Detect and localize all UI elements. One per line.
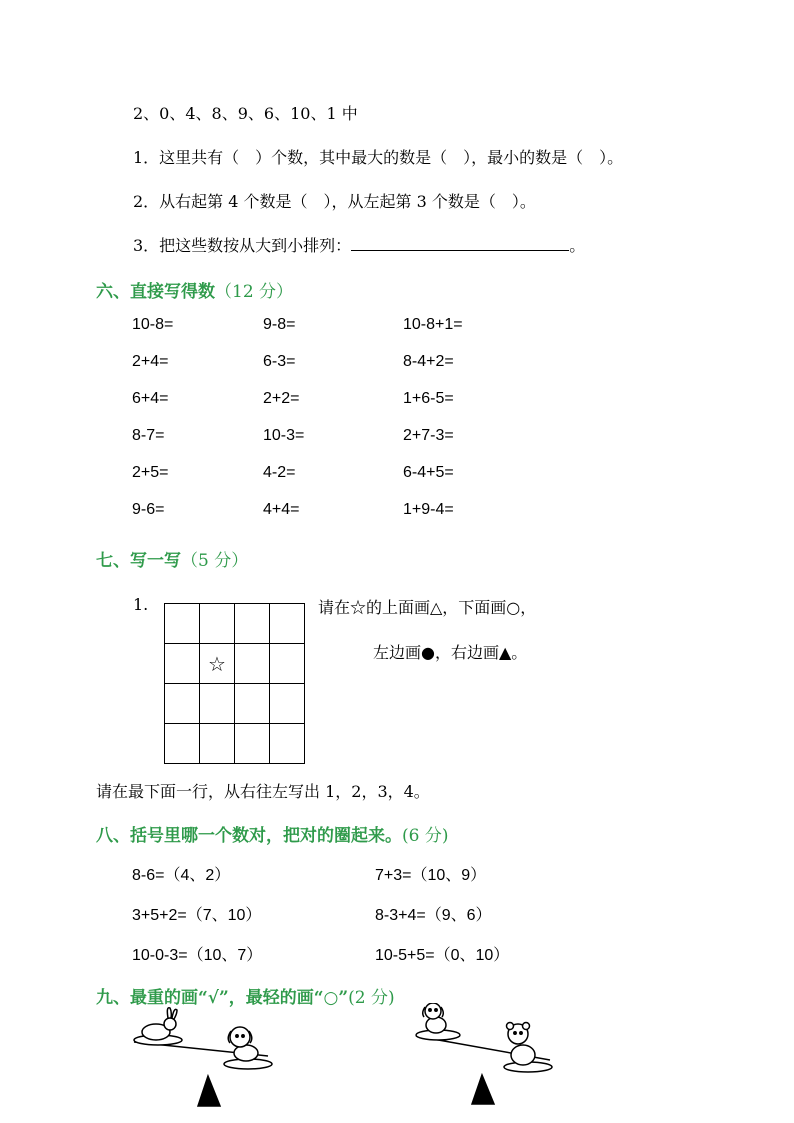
calc-item: 1+6-5= [403,390,454,407]
section-7-points: （5 分） [181,551,249,571]
section-9-title: 九、最重的画“√”，最轻的画“○” [96,988,349,1008]
grid-cell[interactable] [235,604,270,644]
calc-item: 8-4+2= [403,353,454,370]
choice-item: 10-5+5=（0、10） [375,947,510,964]
calc-item: 6+4= [132,390,169,407]
grid-cell[interactable] [200,724,235,764]
grid-cell[interactable] [270,644,305,684]
balance-scale-left [128,1006,288,1118]
calc-item: 1+9-4= [403,501,454,518]
item-number: 1. [133,595,149,614]
calc-item: 2+5= [132,464,169,481]
grid-cell[interactable] [235,684,270,724]
drawing-grid [164,603,305,764]
grid-cell[interactable] [235,644,270,684]
section-9-heading [96,983,395,1008]
calc-item: 10-8= [132,316,174,333]
calc-item: 6-4+5= [403,464,454,481]
grid-cell[interactable] [270,724,305,764]
choice-item: 10-0-3=（10、7） [132,947,263,964]
dog-icon [228,1027,258,1061]
section-8-points: (6 分) [402,826,449,846]
section-6-heading [96,277,293,302]
section-8-title: 八、括号里哪一个数对，把对的圈起来。 [96,826,402,846]
grid-cell[interactable] [200,604,235,644]
choice-item: 7+3=（10、9） [375,867,487,884]
grid-cell[interactable] [165,644,200,684]
section-6-points: （12 分） [215,282,294,302]
number-list-intro: 2、0、4、8、9、6、10、1 中 [133,104,358,123]
calc-item: 9-6= [132,501,165,518]
section-6-title: 六、直接写得数 [96,282,215,302]
calc-item: 6-3= [263,353,296,370]
dog-icon [423,1003,446,1033]
bear-icon [507,1023,536,1066]
section-8-heading [96,821,448,846]
grid-cell[interactable] [270,684,305,724]
calc-item: 10-8+1= [403,316,463,333]
question-3-end: 。 [569,236,586,255]
choice-item: 3+5+2=（7、10） [132,907,262,924]
grid-cell[interactable] [165,724,200,764]
question-1: 1．这里共有（ ）个数，其中最大的数是（ ），最小的数是（ ）。 [133,148,624,167]
star-cell[interactable] [200,644,235,684]
calc-item: 4+4= [263,501,300,518]
calc-item: 2+4= [132,353,169,370]
grid-cell[interactable] [200,684,235,724]
question-3-text: 3．把这些数按从大到小排列： [133,236,352,255]
grid-cell[interactable] [270,604,305,644]
grid-cell[interactable] [165,604,200,644]
calc-item: 2+2= [263,390,300,407]
grid-cell[interactable] [235,724,270,764]
calc-item: 9-8= [263,316,296,333]
grid-cell[interactable] [165,684,200,724]
question-3 [133,233,585,256]
calc-item: 8-7= [132,427,165,444]
answer-blank[interactable] [351,236,569,251]
scale-fulcrum [472,1075,494,1104]
scale-fulcrum [198,1076,220,1106]
section-7-title: 七、写一写 [96,551,181,571]
calc-item: 10-3= [263,427,305,444]
grid-instruction-2: 左边画●，右边画▲。 [373,643,528,662]
choice-item: 8-6=（4、2） [132,867,231,884]
section-7-heading [96,546,248,571]
grid-instruction-1: 请在☆的上面画△，下面画○， [318,598,537,617]
choice-item: 8-3+4=（9、6） [375,907,492,924]
question-2: 2．从右起第 4 个数是（ ），从左起第 3 个数是（ ）。 [133,192,536,211]
calc-item: 2+7-3= [403,427,454,444]
section-9-points: (2 分) [348,988,395,1008]
balance-scale-right [408,1003,568,1118]
bottom-row-instruction: 请在最下面一行，从右往左写出 1，2，3，4。 [96,782,430,801]
star-icon: ☆ [208,651,226,676]
calc-item: 4-2= [263,464,296,481]
